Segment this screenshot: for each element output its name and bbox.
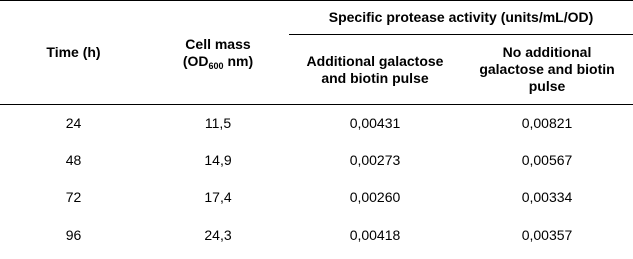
cell-time: 96 bbox=[65, 226, 82, 243]
table-row bbox=[0, 141, 633, 178]
header-no-additional-line1: No additional bbox=[502, 44, 592, 60]
header-group-label: Specific protease activity (units/mL/OD) bbox=[328, 9, 594, 25]
table-row bbox=[0, 215, 633, 254]
cell-time: 24 bbox=[65, 115, 82, 131]
header-additional-line2: and biotin pulse bbox=[321, 69, 429, 86]
cell-cell-mass: 17,4 bbox=[204, 188, 232, 205]
header-cell-mass-unit-suffix: nm) bbox=[223, 52, 254, 69]
table-row bbox=[0, 178, 633, 215]
header-cell-mass-unit-subscript: 600 bbox=[208, 60, 224, 71]
cell-cell-mass: 11,5 bbox=[204, 115, 232, 131]
cell-additional: 0,00273 bbox=[349, 151, 401, 168]
header-cell-mass bbox=[147, 1, 289, 105]
cell-cell-mass: 24,3 bbox=[204, 226, 232, 243]
header-row-1 bbox=[0, 1, 633, 35]
header-specific-protease-activity bbox=[289, 1, 633, 35]
header-no-additional-pulse bbox=[461, 35, 633, 105]
cell-additional: 0,00418 bbox=[349, 226, 401, 243]
cell-additional: 0,00431 bbox=[349, 115, 401, 131]
table-row bbox=[0, 105, 633, 142]
header-time bbox=[0, 1, 147, 105]
cell-no-additional: 0,00357 bbox=[521, 226, 573, 243]
cell-no-additional: 0,00567 bbox=[521, 151, 573, 168]
cell-additional: 0,00260 bbox=[349, 188, 401, 205]
cell-time: 48 bbox=[65, 151, 82, 168]
cell-no-additional: 0,00821 bbox=[521, 115, 573, 131]
cell-no-additional: 0,00334 bbox=[521, 188, 573, 205]
header-no-additional-line3: pulse bbox=[528, 78, 566, 94]
cell-cell-mass: 14,9 bbox=[204, 151, 232, 168]
header-no-additional-line2: galactose and biotin bbox=[479, 61, 615, 77]
header-time-label: Time (h) bbox=[46, 44, 101, 60]
header-additional-line1: Additional galactose bbox=[306, 52, 444, 69]
header-cell-mass-label: Cell mass bbox=[185, 35, 251, 52]
header-additional-pulse bbox=[289, 35, 461, 105]
header-cell-mass-unit-prefix: (OD bbox=[182, 52, 209, 69]
cell-time: 72 bbox=[65, 188, 82, 205]
